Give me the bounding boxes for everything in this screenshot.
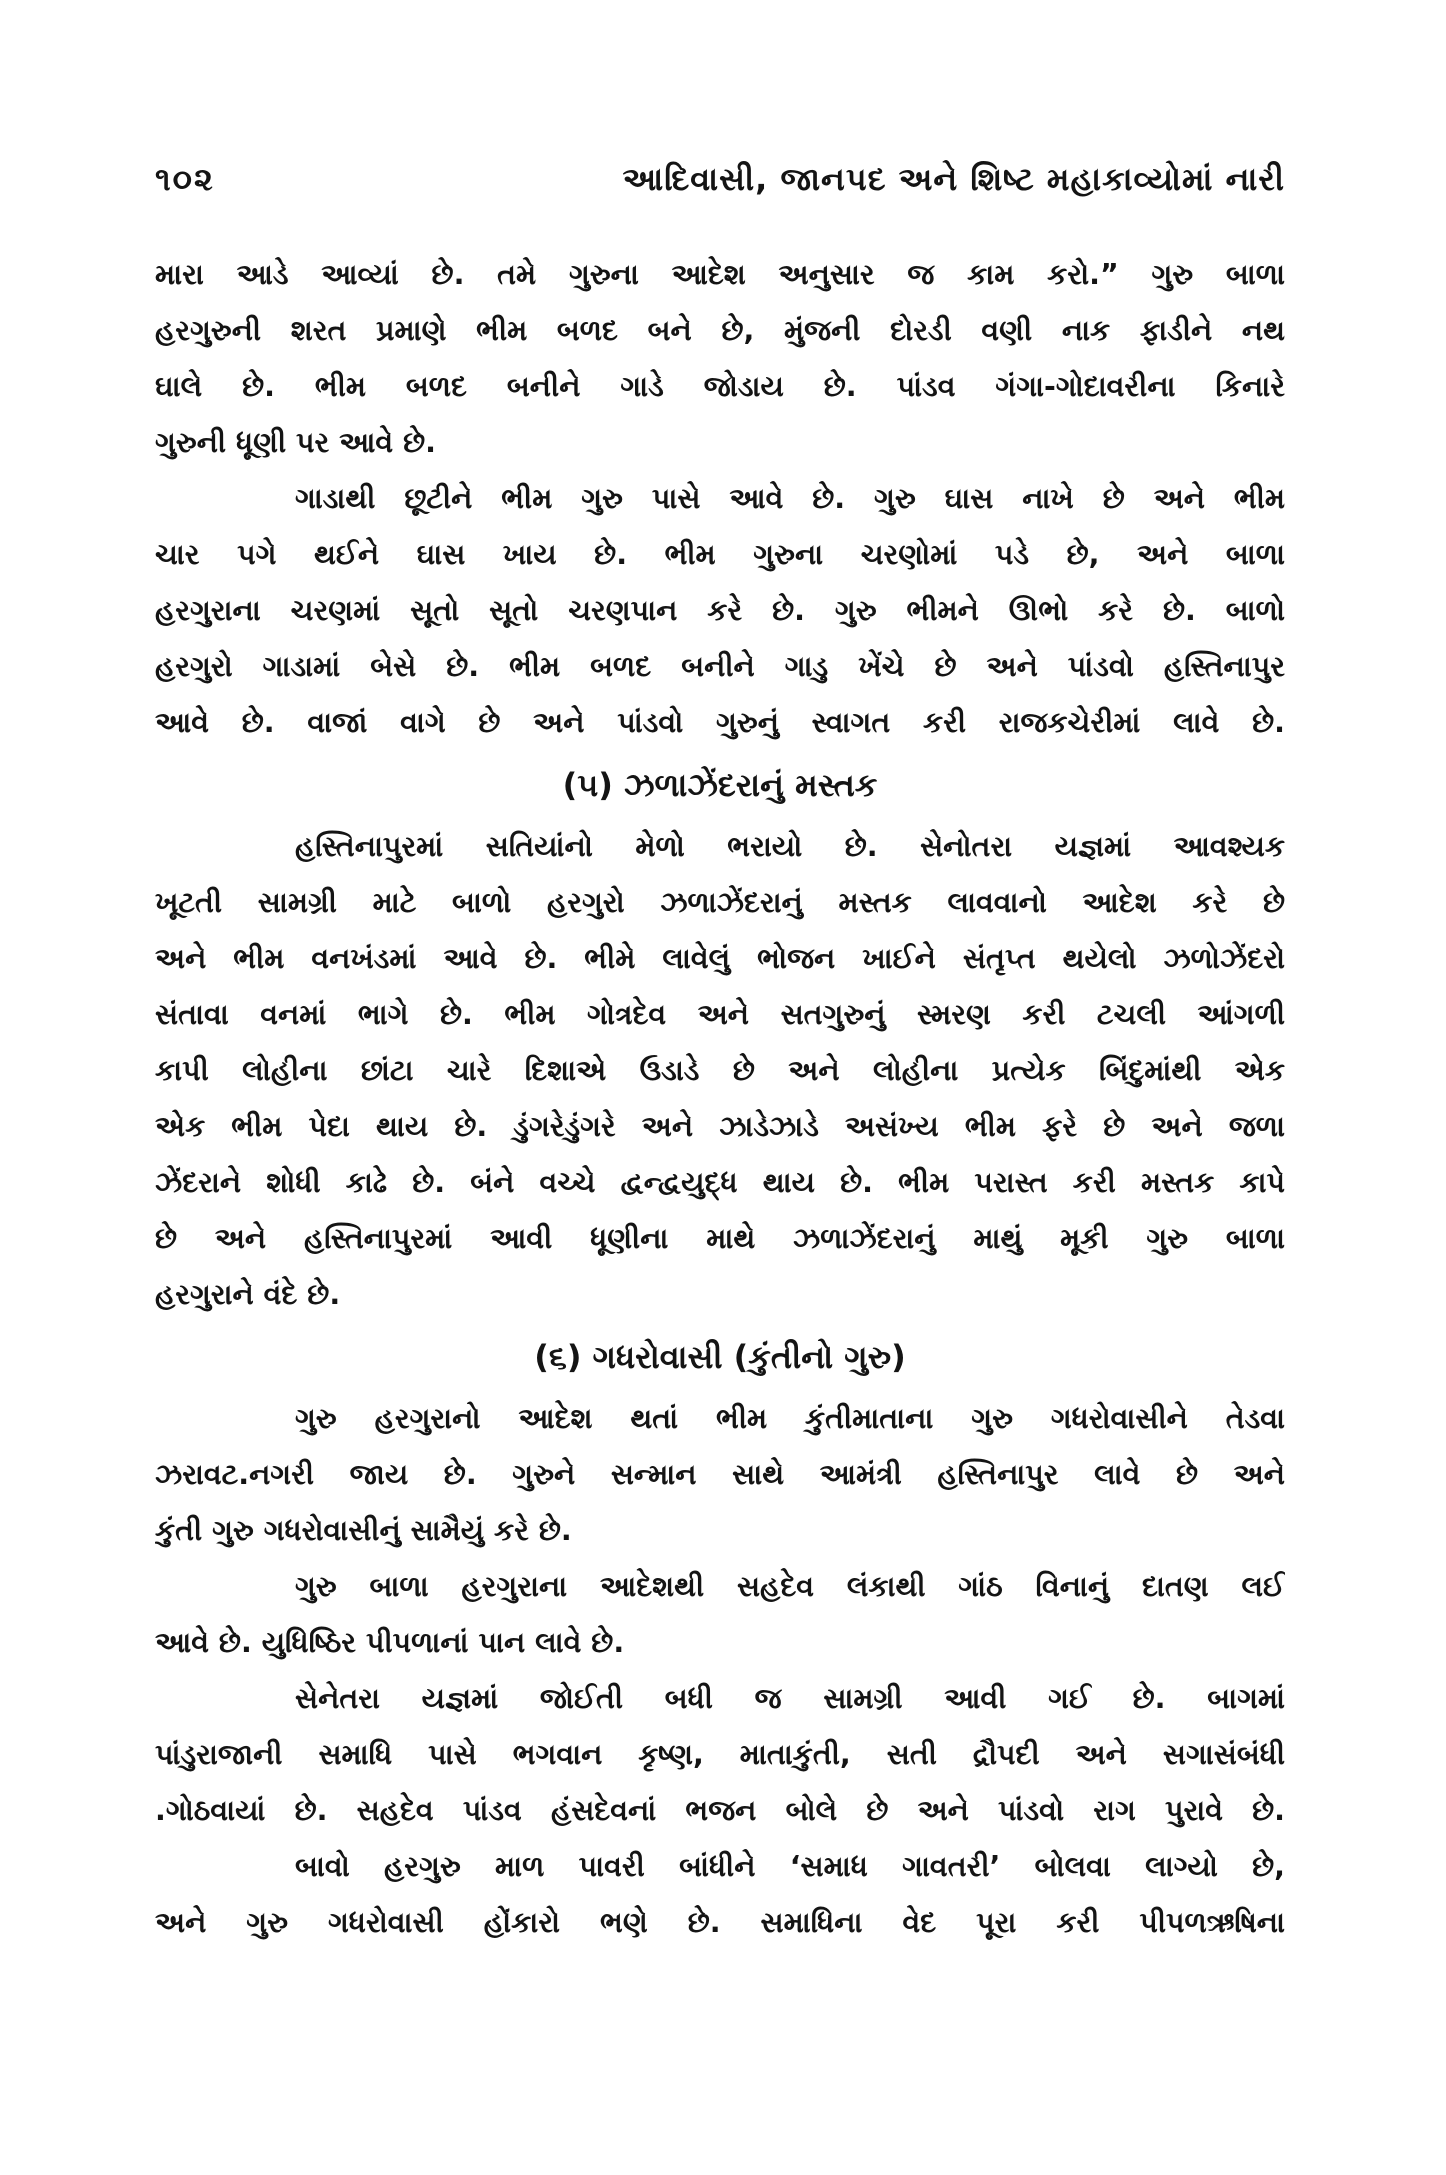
text-line: આવે છે. વાજાં વાગે છે અને પાંડવો ગુરુનું સ્વાગત કરી રાજકચેરીમાં લાવે છે. (155, 706, 1285, 739)
text-line: હરગુરુની શરત પ્રમાણે ભીમ બળદ બને છે, મુંજની દોરડી વણી નાક ફાડીને નથ (155, 314, 1285, 347)
paragraph-first-line: ગાડાથી છૂટીને ભીમ ગુરુ પાસે આવે છે. ગુરુ ઘાસ નાખે છે અને ભીમ (295, 482, 1285, 515)
paragraph-first-line: ગુરુ હરગુરાનો આદેશ થતાં ભીમ કુંતીમાતાના ગુરુ ગધરોવાસીને તેડવા (295, 1402, 1285, 1435)
paragraph-first-line: બાવો હરગુરુ માળ પાવરી બાંધીને ‘સમાધ ગાવતરી’ બોલવા લાગ્યો છે, (295, 1850, 1285, 1883)
text-line: ચાર પગે થઈને ઘાસ ખાય છે. ભીમ ગુરુના ચરણોમાં પડે છે, અને બાળા (155, 538, 1285, 571)
page-header (155, 160, 1285, 210)
text-line: મારા આડે આવ્યાં છે. તમે ગુરુના આદેશ અનુસાર જ કામ કરો.” ગુરુ બાળા (155, 258, 1285, 291)
text-line: ઝરાવટ.નગરી જાય છે. ગુરુને સન્માન સાથે આમંત્રી હસ્તિનાપુર લાવે છે અને (155, 1458, 1285, 1491)
text-line: અને ગુરુ ગધરોવાસી હોંકારો ભણે છે. સમાધિના વેદ પૂરા કરી પીપળઋષિના (155, 1906, 1285, 1939)
page-number: ૧૦૨ (155, 160, 215, 198)
text-line: આવે છે. યુધિષ્ઠિર પીપળાનાં પાન લાવે છે. (155, 1626, 625, 1659)
paragraph-first-line: સેનેતરા યજ્ઞમાં જોઈતી બધી જ સામગ્રી આવી ગઈ છે. બાગમાં (295, 1682, 1285, 1715)
text-line: અને ભીમ વનખંડમાં આવે છે. ભીમે લાવેલું ભોજન ખાઈને સંતૃપ્ત થયેલો ઝળોઝેંદરો (155, 942, 1285, 975)
body-text (155, 247, 1285, 1951)
text-line: કાપી લોહીના છાંટા ચારે દિશાએ ઉડાડે છે અને લોહીના પ્રત્યેક બિંદુમાંથી એક (155, 1054, 1285, 1087)
text-line: હરગુરાના ચરણમાં સૂતો સૂતો ચરણપાન કરે છે. ગુરુ ભીમને ઊભો કરે છે. બાળો (155, 594, 1285, 627)
text-line: એક ભીમ પેદા થાય છે. ડુંગરેડુંગરે અને ઝાડેઝાડે અસંખ્ય ભીમ ફરે છે અને જળા (155, 1110, 1285, 1143)
text-line: ખૂટતી સામગ્રી માટે બાળો હરગુરો ઝળાઝેંદરાનું મસ્તક લાવવાનો આદેશ કરે છે (155, 886, 1285, 919)
text-line: ઝેંદરાને શોધી કાઢે છે. બંને વચ્ચે દ્વન્દ્વયુદ્ધ થાય છે. ભીમ પરાસ્ત કરી મસ્તક કાપે (155, 1166, 1285, 1199)
paragraph-first-line: હસ્તિનાપુરમાં સતિયાંનો મેળો ભરાયો છે. સેનોતરા યજ્ઞમાં આવશ્યક (295, 830, 1285, 863)
text-line: હરગુરો ગાડામાં બેસે છે. ભીમ બળદ બનીને ગાડુ ખેંચે છે અને પાંડવો હસ્તિનાપુર (155, 650, 1285, 683)
text-line: ગુરુની ધૂણી પર આવે છે. (155, 426, 436, 459)
text-line: પાંડુરાજાની સમાધિ પાસે ભગવાન કૃષ્ણ, માતાકુંતી, સતી દ્રૌપદી અને સગાસંબંધી (155, 1738, 1285, 1771)
section-heading: (૬) ગધરોવાસી (કુંતીનો ગુરુ) (534, 1338, 906, 1376)
text-line: .ગોઠવાયાં છે. સહદેવ પાંડવ હંસદેવનાં ભજન બોલે છે અને પાંડવો રાગ પુરાવે છે. (155, 1794, 1285, 1827)
section-heading: (૫) ઝળાઝેંદરાનું મસ્તક (562, 766, 878, 804)
text-line: સંતાવા વનમાં ભાગે છે. ભીમ ગોત્રદેવ અને સતગુરુનું સ્મરણ કરી ટચલી આંગળી (155, 998, 1285, 1031)
text-line: ઘાલે છે. ભીમ બળદ બનીને ગાડે જોડાય છે. પાંડવ ગંગા-ગોદાવરીના કિનારે (155, 370, 1285, 403)
text-line: કુંતી ગુરુ ગધરોવાસીનું સામૈયું કરે છે. (155, 1514, 572, 1547)
text-line: હરગુરાને વંદે છે. (155, 1278, 341, 1311)
paragraph-first-line: ગુરુ બાળા હરગુરાના આદેશથી સહદેવ લંકાથી ગાંઠ વિનાનું દાતણ લઈ (295, 1570, 1285, 1603)
text-line: છે અને હસ્તિનાપુરમાં આવી ધૂણીના માથે ઝળાઝેંદરાનું માથું મૂકી ગુરુ બાળા (155, 1222, 1285, 1255)
running-title: આદિવાસી, જાનપદ અને શિષ્ટ મહાકાવ્યોમાં નારી (622, 160, 1285, 198)
